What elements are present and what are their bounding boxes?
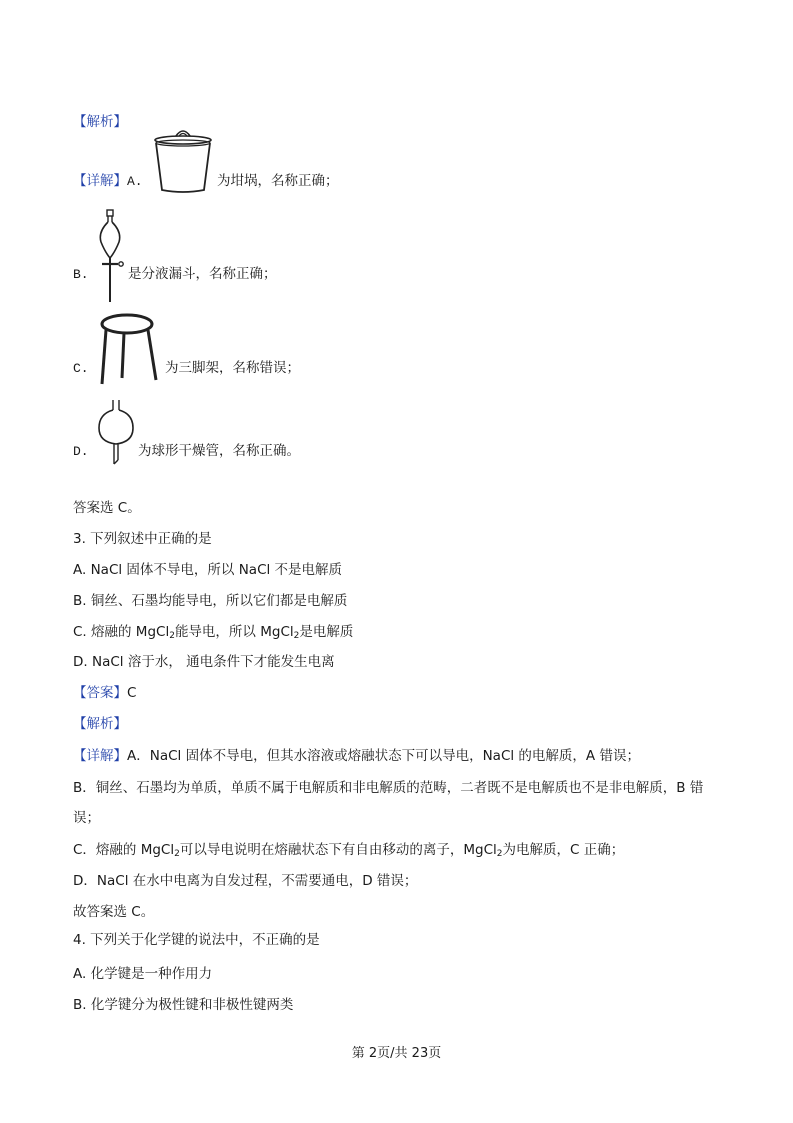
q3-option-c-mid: 能导电，所以 MgCl xyxy=(174,624,294,640)
q3-option-b: B. 铜丝、石墨均能导电，所以它们都是电解质 xyxy=(73,593,348,609)
q3-option-d: D. NaCl 溶于水， 通电条件下才能发生电离 xyxy=(73,654,335,670)
detail-line-6: 故答案选 C。 xyxy=(73,904,155,920)
detail-line-4-mid: 可以导电说明在熔融状态下有自由移动的离子，MgCl xyxy=(179,842,497,858)
option-a-row xyxy=(73,171,143,192)
detail-line-2: B．铜丝、石墨均为单质，单质不属于电解质和非电解质的范畴，二者既不是电解质也不是非电解质，B 错 xyxy=(73,780,704,796)
q3-option-c-post: 是电解质 xyxy=(299,624,354,640)
q3-stem: 3. 下列叙述中正确的是 xyxy=(73,531,212,547)
detail-line-4-sub2: 2 xyxy=(496,849,503,859)
analysis-label: 【解析】 xyxy=(73,114,127,130)
answer-row xyxy=(73,683,136,703)
detail-line-3: 误； xyxy=(73,810,100,826)
option-b-row xyxy=(73,264,89,285)
analysis-label-2: 【解析】 xyxy=(73,716,127,732)
detail-line-4-sub: 2 xyxy=(174,849,180,859)
q4-option-a: A. 化学键是一种作用力 xyxy=(73,966,213,982)
detail-line-4-post: 为电解质，C 正确； xyxy=(502,842,625,858)
detail-line-5: D．NaCl 在水中电离为自发过程，不需要通电，D 错误； xyxy=(73,873,418,889)
page-footer: 第 2页/共 23页 xyxy=(351,1046,442,1061)
option-c-text: 为三脚架，名称错误； xyxy=(165,360,300,376)
tripod-icon xyxy=(98,312,162,388)
option-b-letter: B. xyxy=(73,267,89,282)
answer-value: C xyxy=(127,685,137,701)
q3-option-c xyxy=(73,622,353,642)
option-d-text: 为球形干燥管，名称正确。 xyxy=(138,443,300,459)
option-a-text: 为坩埚，名称正确； xyxy=(217,173,339,189)
option-d-letter: D. xyxy=(73,444,89,459)
detail-label: 【详解】 xyxy=(73,173,127,189)
option-d-row xyxy=(73,441,89,462)
detail-label-2: 【详解】 xyxy=(73,748,127,764)
option-c-row xyxy=(73,358,89,379)
q4-option-b: B. 化学键分为极性键和非极性键两类 xyxy=(73,997,294,1013)
option-c-letter: C. xyxy=(73,361,89,376)
drying-tube-icon xyxy=(96,398,136,468)
detail-line-1 xyxy=(73,746,640,766)
detail-line-1-text: A．NaCl 固体不导电，但其水溶液或熔融状态下可以导电，NaCl 的电解质，A 错误； xyxy=(127,748,640,764)
option-a-letter: A. xyxy=(127,174,143,189)
option-b-text: 是分液漏斗，名称正确； xyxy=(128,266,277,282)
detail-line-4-pre: C．熔融的 MgCl xyxy=(73,842,175,858)
separatory-funnel-icon xyxy=(96,208,128,304)
q4-stem: 4. 下列关于化学键的说法中，不正确的是 xyxy=(73,932,320,948)
answer-label: 【答案】 xyxy=(73,685,127,701)
q3-option-c-sub2: 2 xyxy=(293,631,300,641)
q3-option-a: A. NaCl 固体不导电，所以 NaCl 不是电解质 xyxy=(73,562,343,578)
detail-line-4 xyxy=(73,840,624,860)
answer-line: 答案选 C。 xyxy=(73,500,141,516)
q3-option-c-pre: C. 熔融的 MgCl xyxy=(73,624,170,640)
crucible-icon xyxy=(152,124,214,196)
q3-option-c-sub: 2 xyxy=(169,631,175,641)
